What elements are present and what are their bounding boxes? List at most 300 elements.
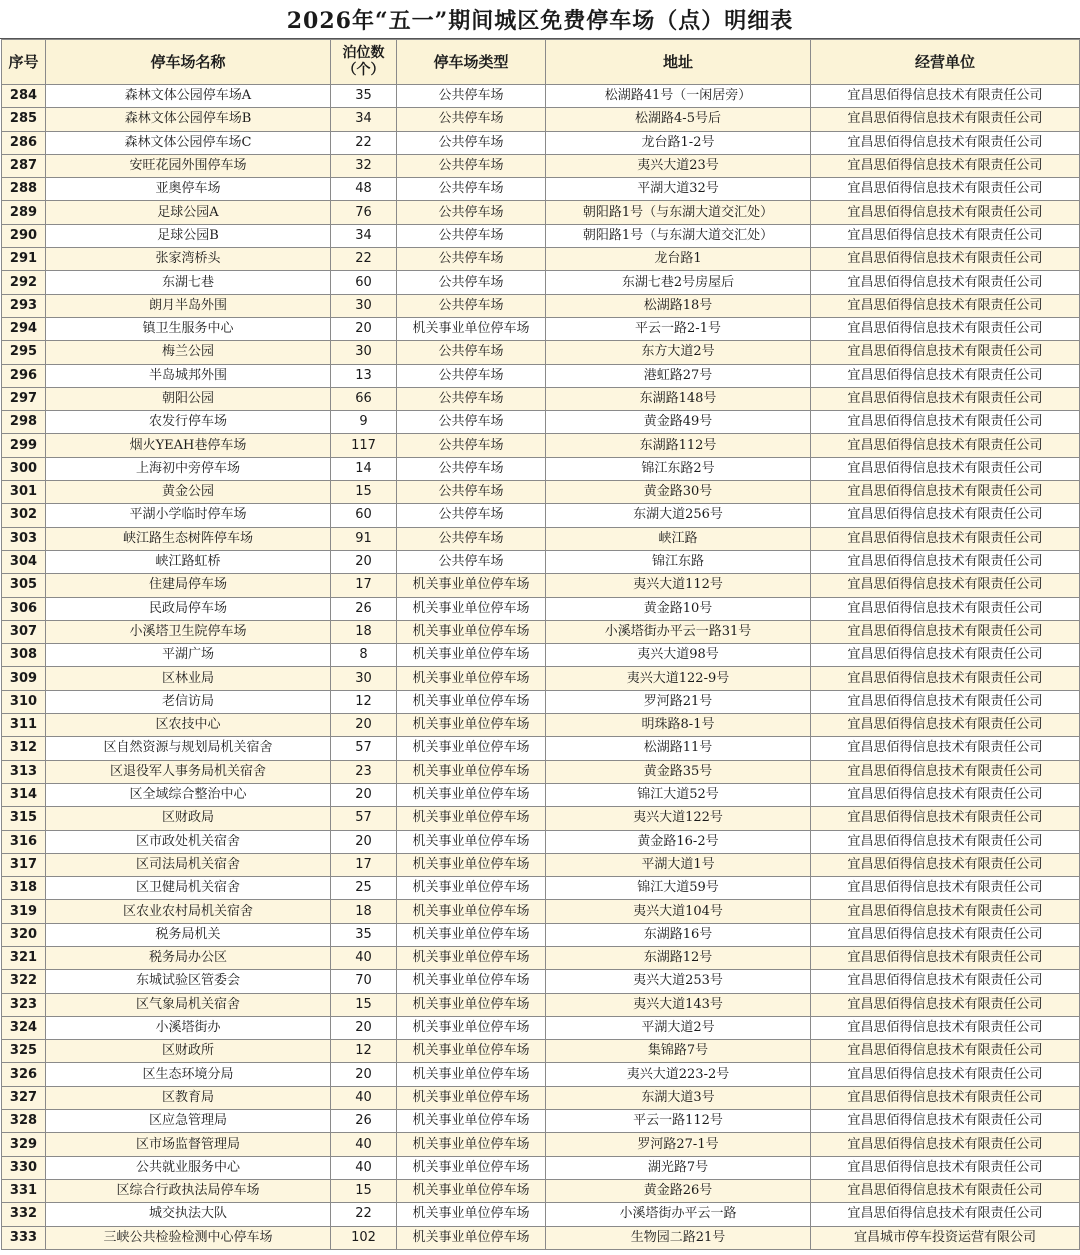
row-spaces: 26: [331, 597, 397, 620]
row-address: 松湖路18号: [546, 294, 811, 317]
row-name: 森林文体公园停车场C: [46, 131, 331, 154]
row-address: 夷兴大道253号: [546, 970, 811, 993]
row-no: 330: [2, 1156, 46, 1179]
row-address: 罗河路21号: [546, 690, 811, 713]
row-spaces: 32: [331, 154, 397, 177]
row-name: 峡江路虹桥: [46, 550, 331, 573]
row-operator: 宜昌思佰得信息技术有限责任公司: [811, 690, 1080, 713]
table-row: [2, 667, 1080, 690]
row-operator: 宜昌思佰得信息技术有限责任公司: [811, 760, 1080, 783]
row-spaces: 15: [331, 1179, 397, 1202]
row-type: 公共停车场: [397, 527, 546, 550]
row-operator: 宜昌思佰得信息技术有限责任公司: [811, 597, 1080, 620]
row-address: 东湖路12号: [546, 946, 811, 969]
row-operator: 宜昌思佰得信息技术有限责任公司: [811, 1156, 1080, 1179]
row-no: 302: [2, 504, 46, 527]
table-row: [2, 644, 1080, 667]
row-name: 半岛城邦外围: [46, 364, 331, 387]
row-operator: 宜昌思佰得信息技术有限责任公司: [811, 85, 1080, 108]
row-no: 289: [2, 201, 46, 224]
row-spaces: 60: [331, 504, 397, 527]
row-no: 309: [2, 667, 46, 690]
row-address: 黄金路49号: [546, 411, 811, 434]
table-row: [2, 224, 1080, 247]
row-type: 公共停车场: [397, 481, 546, 504]
row-name: 区气象局机关宿舍: [46, 993, 331, 1016]
row-name: 足球公园B: [46, 224, 331, 247]
row-spaces: 20: [331, 714, 397, 737]
row-operator: 宜昌思佰得信息技术有限责任公司: [811, 1086, 1080, 1109]
row-spaces: 34: [331, 224, 397, 247]
row-spaces: 22: [331, 248, 397, 271]
row-no: 286: [2, 131, 46, 154]
table-row: [2, 853, 1080, 876]
row-spaces: 40: [331, 1133, 397, 1156]
table-row: [2, 783, 1080, 806]
row-type: 机关事业单位停车场: [397, 1016, 546, 1039]
row-spaces: 57: [331, 807, 397, 830]
row-spaces: 91: [331, 527, 397, 550]
row-address: 东湖路148号: [546, 387, 811, 410]
row-spaces: 20: [331, 1063, 397, 1086]
row-spaces: 76: [331, 201, 397, 224]
table-row: [2, 201, 1080, 224]
row-address: 湖光路7号: [546, 1156, 811, 1179]
table-row: [2, 946, 1080, 969]
row-type: 公共停车场: [397, 457, 546, 480]
header-spaces-line2: （个）: [342, 62, 385, 78]
row-operator: 宜昌思佰得信息技术有限责任公司: [811, 900, 1080, 923]
row-operator: 宜昌思佰得信息技术有限责任公司: [811, 364, 1080, 387]
row-spaces: 15: [331, 481, 397, 504]
row-name: 镇卫生服务中心: [46, 317, 331, 340]
row-type: 机关事业单位停车场: [397, 737, 546, 760]
row-type: 机关事业单位停车场: [397, 597, 546, 620]
row-no: 305: [2, 574, 46, 597]
row-address: 夷兴大道122号: [546, 807, 811, 830]
row-operator: 宜昌思佰得信息技术有限责任公司: [811, 294, 1080, 317]
header-spaces-line1: 泊位数: [342, 45, 385, 61]
row-operator: 宜昌思佰得信息技术有限责任公司: [811, 341, 1080, 364]
header-operator: 经营单位: [811, 40, 1080, 85]
row-no: 319: [2, 900, 46, 923]
row-no: 323: [2, 993, 46, 1016]
row-operator: 宜昌思佰得信息技术有限责任公司: [811, 1016, 1080, 1039]
row-operator: 宜昌思佰得信息技术有限责任公司: [811, 877, 1080, 900]
row-no: 329: [2, 1133, 46, 1156]
row-name: 足球公园A: [46, 201, 331, 224]
table-row: [2, 108, 1080, 131]
row-address: 夷兴大道98号: [546, 644, 811, 667]
row-no: 328: [2, 1110, 46, 1133]
table-body: [2, 85, 1080, 1250]
row-no: 325: [2, 1040, 46, 1063]
row-name: 区应急管理局: [46, 1110, 331, 1133]
row-address: 东方大道2号: [546, 341, 811, 364]
row-no: 320: [2, 923, 46, 946]
row-name: 森林文体公园停车场A: [46, 85, 331, 108]
row-spaces: 20: [331, 1016, 397, 1039]
table-row: [2, 1226, 1080, 1249]
table-row: [2, 830, 1080, 853]
row-spaces: 9: [331, 411, 397, 434]
row-operator: 宜昌思佰得信息技术有限责任公司: [811, 201, 1080, 224]
row-no: 285: [2, 108, 46, 131]
row-no: 333: [2, 1226, 46, 1249]
row-type: 机关事业单位停车场: [397, 1203, 546, 1226]
row-name: 平湖广场: [46, 644, 331, 667]
row-address: 集锦路7号: [546, 1040, 811, 1063]
row-type: 机关事业单位停车场: [397, 807, 546, 830]
table-row: [2, 131, 1080, 154]
row-name: 区自然资源与规划局机关宿舍: [46, 737, 331, 760]
row-operator: 宜昌思佰得信息技术有限责任公司: [811, 1040, 1080, 1063]
row-type: 公共停车场: [397, 550, 546, 573]
row-address: 东湖路112号: [546, 434, 811, 457]
row-type: 公共停车场: [397, 178, 546, 201]
row-name: 税务局办公区: [46, 946, 331, 969]
row-no: 298: [2, 411, 46, 434]
table-row: [2, 760, 1080, 783]
row-operator: 宜昌思佰得信息技术有限责任公司: [811, 154, 1080, 177]
row-type: 机关事业单位停车场: [397, 574, 546, 597]
row-operator: 宜昌思佰得信息技术有限责任公司: [811, 667, 1080, 690]
row-no: 332: [2, 1203, 46, 1226]
row-address: 东湖路16号: [546, 923, 811, 946]
row-no: 296: [2, 364, 46, 387]
table-row: [2, 527, 1080, 550]
table-row: [2, 993, 1080, 1016]
row-name: 烟火YEAH巷停车场: [46, 434, 331, 457]
row-name: 东湖七巷: [46, 271, 331, 294]
row-no: 291: [2, 248, 46, 271]
table-row: [2, 457, 1080, 480]
row-name: 税务局机关: [46, 923, 331, 946]
row-spaces: 22: [331, 1203, 397, 1226]
row-type: 机关事业单位停车场: [397, 970, 546, 993]
row-type: 公共停车场: [397, 131, 546, 154]
header-address: 地址: [546, 40, 811, 85]
row-type: 公共停车场: [397, 341, 546, 364]
row-address: 松湖路4-5号后: [546, 108, 811, 131]
header-row: [2, 40, 1080, 85]
row-operator: 宜昌思佰得信息技术有限责任公司: [811, 457, 1080, 480]
row-type: 公共停车场: [397, 154, 546, 177]
row-no: 313: [2, 760, 46, 783]
row-no: 311: [2, 714, 46, 737]
table-row: [2, 1086, 1080, 1109]
row-address: 夷兴大道223-2号: [546, 1063, 811, 1086]
row-type: 机关事业单位停车场: [397, 760, 546, 783]
row-spaces: 40: [331, 946, 397, 969]
table-row: [2, 597, 1080, 620]
row-name: 民政局停车场: [46, 597, 331, 620]
row-name: 区卫健局机关宿舍: [46, 877, 331, 900]
row-address: 港虹路27号: [546, 364, 811, 387]
row-operator: 宜昌思佰得信息技术有限责任公司: [811, 224, 1080, 247]
row-type: 机关事业单位停车场: [397, 923, 546, 946]
row-operator: 宜昌思佰得信息技术有限责任公司: [811, 923, 1080, 946]
row-address: 朝阳路1号（与东湖大道交汇处）: [546, 201, 811, 224]
row-address: 黄金路35号: [546, 760, 811, 783]
row-no: 318: [2, 877, 46, 900]
row-address: 平云一路2-1号: [546, 317, 811, 340]
row-address: 黄金路26号: [546, 1179, 811, 1202]
row-operator: 宜昌思佰得信息技术有限责任公司: [811, 853, 1080, 876]
row-operator: 宜昌思佰得信息技术有限责任公司: [811, 620, 1080, 643]
row-name: 梅兰公园: [46, 341, 331, 364]
table-row: [2, 85, 1080, 108]
row-type: 公共停车场: [397, 85, 546, 108]
row-type: 机关事业单位停车场: [397, 1040, 546, 1063]
table-row: [2, 550, 1080, 573]
row-type: 机关事业单位停车场: [397, 1063, 546, 1086]
row-no: 295: [2, 341, 46, 364]
row-address: 东湖大道3号: [546, 1086, 811, 1109]
row-type: 公共停车场: [397, 224, 546, 247]
row-type: 机关事业单位停车场: [397, 1156, 546, 1179]
row-no: 310: [2, 690, 46, 713]
row-no: 316: [2, 830, 46, 853]
row-spaces: 12: [331, 690, 397, 713]
row-type: 公共停车场: [397, 364, 546, 387]
row-name: 小溪塔街办: [46, 1016, 331, 1039]
row-type: 机关事业单位停车场: [397, 900, 546, 923]
row-spaces: 18: [331, 620, 397, 643]
row-address: 锦江东路: [546, 550, 811, 573]
table-row: [2, 1203, 1080, 1226]
table-row: [2, 504, 1080, 527]
row-operator: 宜昌思佰得信息技术有限责任公司: [811, 807, 1080, 830]
row-no: 326: [2, 1063, 46, 1086]
table-row: [2, 1133, 1080, 1156]
row-name: 城交执法大队: [46, 1203, 331, 1226]
table-row: [2, 1179, 1080, 1202]
row-spaces: 20: [331, 550, 397, 573]
header-no: 序号: [2, 40, 46, 85]
row-no: 299: [2, 434, 46, 457]
table-row: [2, 714, 1080, 737]
row-name: 公共就业服务中心: [46, 1156, 331, 1179]
row-operator: 宜昌思佰得信息技术有限责任公司: [811, 434, 1080, 457]
row-name: 黄金公园: [46, 481, 331, 504]
row-type: 机关事业单位停车场: [397, 667, 546, 690]
table-title: 2026年“五一”期间城区免费停车场（点）明细表: [0, 0, 1080, 39]
row-operator: 宜昌思佰得信息技术有限责任公司: [811, 504, 1080, 527]
row-name: 三峡公共检验检测中心停车场: [46, 1226, 331, 1249]
row-operator: 宜昌思佰得信息技术有限责任公司: [811, 131, 1080, 154]
row-spaces: 66: [331, 387, 397, 410]
row-name: 区教育局: [46, 1086, 331, 1109]
row-type: 机关事业单位停车场: [397, 946, 546, 969]
row-operator: 宜昌思佰得信息技术有限责任公司: [811, 248, 1080, 271]
table-row: [2, 271, 1080, 294]
row-no: 301: [2, 481, 46, 504]
row-type: 机关事业单位停车场: [397, 620, 546, 643]
row-spaces: 15: [331, 993, 397, 1016]
row-operator: 宜昌思佰得信息技术有限责任公司: [811, 1179, 1080, 1202]
row-address: 东湖七巷2号房屋后: [546, 271, 811, 294]
table-row: [2, 364, 1080, 387]
row-name: 亚奥停车场: [46, 178, 331, 201]
row-address: 平湖大道32号: [546, 178, 811, 201]
row-name: 区退役军人事务局机关宿舍: [46, 760, 331, 783]
row-operator: 宜昌思佰得信息技术有限责任公司: [811, 1110, 1080, 1133]
table-row: [2, 317, 1080, 340]
row-spaces: 17: [331, 853, 397, 876]
row-name: 住建局停车场: [46, 574, 331, 597]
row-name: 东城试验区管委会: [46, 970, 331, 993]
row-no: 300: [2, 457, 46, 480]
row-name: 区财政所: [46, 1040, 331, 1063]
row-name: 区市政处机关宿舍: [46, 830, 331, 853]
row-no: 297: [2, 387, 46, 410]
row-name: 老信访局: [46, 690, 331, 713]
row-type: 公共停车场: [397, 434, 546, 457]
row-operator: 宜昌思佰得信息技术有限责任公司: [811, 178, 1080, 201]
row-address: 生物园二路21号: [546, 1226, 811, 1249]
row-spaces: 26: [331, 1110, 397, 1133]
row-name: 朝阳公园: [46, 387, 331, 410]
row-address: 平湖大道2号: [546, 1016, 811, 1039]
table-row: [2, 1016, 1080, 1039]
row-spaces: 60: [331, 271, 397, 294]
row-spaces: 8: [331, 644, 397, 667]
row-name: 小溪塔卫生院停车场: [46, 620, 331, 643]
table-row: [2, 387, 1080, 410]
row-spaces: 20: [331, 783, 397, 806]
row-address: 锦江大道59号: [546, 877, 811, 900]
table-row: [2, 923, 1080, 946]
row-address: 黄金路10号: [546, 597, 811, 620]
row-address: 峡江路: [546, 527, 811, 550]
row-type: 公共停车场: [397, 294, 546, 317]
row-no: 308: [2, 644, 46, 667]
row-spaces: 23: [331, 760, 397, 783]
row-type: 公共停车场: [397, 504, 546, 527]
row-no: 327: [2, 1086, 46, 1109]
row-spaces: 40: [331, 1086, 397, 1109]
row-operator: 宜昌思佰得信息技术有限责任公司: [811, 271, 1080, 294]
row-address: 松湖路41号（一闲居旁）: [546, 85, 811, 108]
row-operator: 宜昌思佰得信息技术有限责任公司: [811, 574, 1080, 597]
table-row: [2, 690, 1080, 713]
row-address: 平湖大道1号: [546, 853, 811, 876]
row-type: 机关事业单位停车场: [397, 1133, 546, 1156]
row-no: 307: [2, 620, 46, 643]
row-spaces: 20: [331, 830, 397, 853]
row-type: 机关事业单位停车场: [397, 1086, 546, 1109]
row-spaces: 70: [331, 970, 397, 993]
row-no: 294: [2, 317, 46, 340]
row-address: 夷兴大道23号: [546, 154, 811, 177]
row-spaces: 12: [331, 1040, 397, 1063]
row-spaces: 14: [331, 457, 397, 480]
row-name: 平湖小学临时停车场: [46, 504, 331, 527]
row-no: 304: [2, 550, 46, 573]
row-type: 机关事业单位停车场: [397, 714, 546, 737]
row-operator: 宜昌思佰得信息技术有限责任公司: [811, 108, 1080, 131]
row-operator: 宜昌思佰得信息技术有限责任公司: [811, 783, 1080, 806]
row-name: 上海初中旁停车场: [46, 457, 331, 480]
table-row: [2, 574, 1080, 597]
row-type: 机关事业单位停车场: [397, 690, 546, 713]
row-name: 张家湾桥头: [46, 248, 331, 271]
row-operator: 宜昌思佰得信息技术有限责任公司: [811, 317, 1080, 340]
row-spaces: 13: [331, 364, 397, 387]
row-operator: 宜昌思佰得信息技术有限责任公司: [811, 830, 1080, 853]
row-type: 机关事业单位停车场: [397, 644, 546, 667]
row-no: 284: [2, 85, 46, 108]
row-operator: 宜昌思佰得信息技术有限责任公司: [811, 1063, 1080, 1086]
row-operator: 宜昌思佰得信息技术有限责任公司: [811, 993, 1080, 1016]
table-row: [2, 248, 1080, 271]
row-spaces: 40: [331, 1156, 397, 1179]
row-spaces: 48: [331, 178, 397, 201]
row-name: 区市场监督管理局: [46, 1133, 331, 1156]
row-spaces: 30: [331, 667, 397, 690]
row-operator: 宜昌思佰得信息技术有限责任公司: [811, 1133, 1080, 1156]
row-address: 夷兴大道104号: [546, 900, 811, 923]
row-operator: 宜昌思佰得信息技术有限责任公司: [811, 946, 1080, 969]
row-address: 锦江东路2号: [546, 457, 811, 480]
row-spaces: 117: [331, 434, 397, 457]
table-row: [2, 294, 1080, 317]
row-no: 321: [2, 946, 46, 969]
row-spaces: 22: [331, 131, 397, 154]
table-row: [2, 341, 1080, 364]
row-address: 龙台路1: [546, 248, 811, 271]
row-name: 朗月半岛外围: [46, 294, 331, 317]
row-address: 平云一路112号: [546, 1110, 811, 1133]
row-no: 331: [2, 1179, 46, 1202]
row-no: 288: [2, 178, 46, 201]
row-spaces: 102: [331, 1226, 397, 1249]
row-spaces: 30: [331, 341, 397, 364]
table-row: [2, 178, 1080, 201]
row-address: 黄金路16-2号: [546, 830, 811, 853]
row-type: 公共停车场: [397, 411, 546, 434]
row-no: 303: [2, 527, 46, 550]
table-row: [2, 1156, 1080, 1179]
table-row: [2, 807, 1080, 830]
row-address: 小溪塔街办平云一路: [546, 1203, 811, 1226]
row-name: 区农技中心: [46, 714, 331, 737]
row-operator: 宜昌思佰得信息技术有限责任公司: [811, 1203, 1080, 1226]
row-address: 东湖大道256号: [546, 504, 811, 527]
row-spaces: 20: [331, 317, 397, 340]
row-operator: 宜昌思佰得信息技术有限责任公司: [811, 970, 1080, 993]
row-name: 区财政局: [46, 807, 331, 830]
row-type: 机关事业单位停车场: [397, 1179, 546, 1202]
parking-table: [1, 39, 1080, 1250]
header-spaces: [331, 40, 397, 85]
row-name: 农发行停车场: [46, 411, 331, 434]
row-type: 公共停车场: [397, 387, 546, 410]
row-type: 机关事业单位停车场: [397, 877, 546, 900]
row-type: 机关事业单位停车场: [397, 830, 546, 853]
row-operator: 宜昌思佰得信息技术有限责任公司: [811, 737, 1080, 760]
row-type: 机关事业单位停车场: [397, 317, 546, 340]
row-name: 森林文体公园停车场B: [46, 108, 331, 131]
table-row: [2, 411, 1080, 434]
row-type: 机关事业单位停车场: [397, 1226, 546, 1249]
table-row: [2, 154, 1080, 177]
row-no: 312: [2, 737, 46, 760]
row-no: 324: [2, 1016, 46, 1039]
row-type: 公共停车场: [397, 248, 546, 271]
table-row: [2, 434, 1080, 457]
